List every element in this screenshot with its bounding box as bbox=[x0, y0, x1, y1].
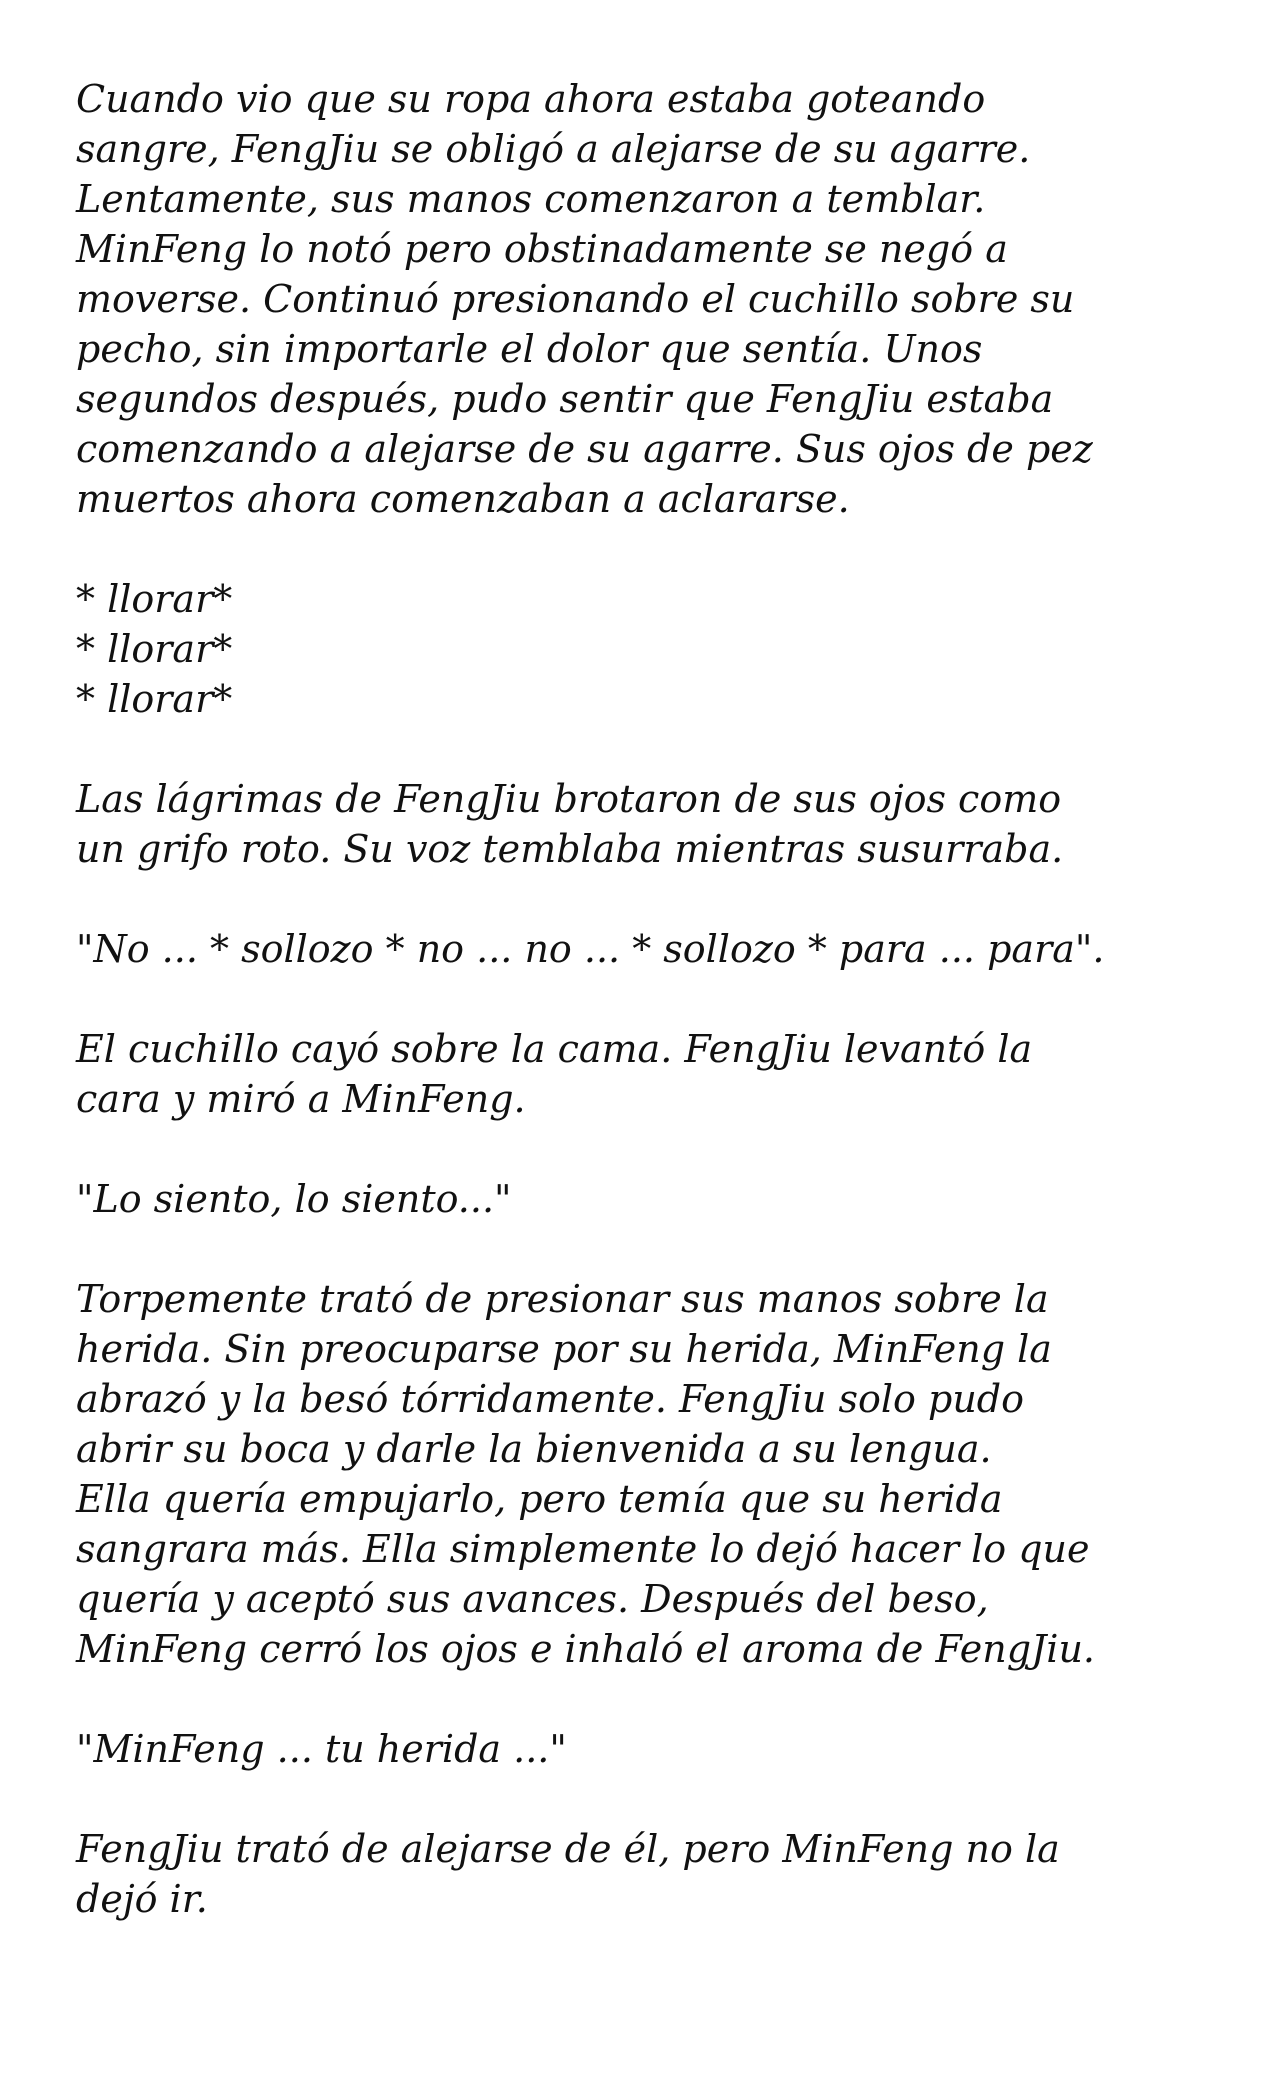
paragraph-5 bbox=[76, 1024, 1216, 1124]
text-line: sangre, FengJiu se obligó a alejarse de su agarre. bbox=[76, 127, 1031, 171]
paragraph-2 bbox=[76, 574, 1216, 724]
text-line: herida. Sin preocuparse por su herida, MinFeng la bbox=[76, 1327, 1052, 1371]
text-line: * llorar* bbox=[76, 627, 233, 671]
text-line: abrazó y la besó tórridamente. FengJiu solo pudo bbox=[76, 1377, 1025, 1421]
text-line: * llorar* bbox=[76, 577, 233, 621]
paragraph-7 bbox=[76, 1274, 1216, 1674]
text-line: un grifo roto. Su voz temblaba mientras susurraba. bbox=[76, 827, 1064, 871]
text-line: cara y miró a MinFeng. bbox=[76, 1077, 526, 1121]
text-line: abrir su boca y darle la bienvenida a su lengua. bbox=[76, 1427, 992, 1471]
text-line: "No ... * sollozo * no ... no ... * sollozo * para ... para". bbox=[76, 927, 1105, 971]
text-line: moverse. Continuó presionando el cuchillo sobre su bbox=[76, 277, 1075, 321]
text-line: El cuchillo cayó sobre la cama. FengJiu levantó la bbox=[76, 1027, 1033, 1071]
text-line: Ella quería empujarlo, pero temía que su herida bbox=[76, 1477, 1003, 1521]
text-line: Lentamente, sus manos comenzaron a temblar. bbox=[76, 177, 986, 221]
text-line: dejó ir. bbox=[76, 1877, 208, 1921]
text-line: "Lo siento, lo siento..." bbox=[76, 1177, 512, 1221]
paragraph-4 bbox=[76, 924, 1216, 974]
paragraph-3 bbox=[76, 774, 1216, 874]
paragraph-8 bbox=[76, 1724, 1216, 1774]
text-line: segundos después, pudo sentir que FengJiu estaba bbox=[76, 377, 1054, 421]
text-line: sangrara más. Ella simplemente lo dejó hacer lo que bbox=[76, 1527, 1090, 1571]
text-line: MinFeng lo notó pero obstinadamente se negó a bbox=[76, 227, 1008, 271]
text-line: MinFeng cerró los ojos e inhaló el aroma de FengJiu. bbox=[76, 1627, 1096, 1671]
text-line: pecho, sin importarle el dolor que sentía. Unos bbox=[76, 327, 983, 371]
text-line: Las lágrimas de FengJiu brotaron de sus ojos como bbox=[76, 777, 1062, 821]
text-line: comenzando a alejarse de su agarre. Sus ojos de pez bbox=[76, 427, 1093, 471]
paragraph-6 bbox=[76, 1174, 1216, 1224]
text-line: "MinFeng ... tu herida ..." bbox=[76, 1727, 567, 1771]
paragraph-9 bbox=[76, 1824, 1216, 1924]
text-line: quería y aceptó sus avances. Después del beso, bbox=[76, 1577, 989, 1621]
text-line: Torpemente trató de presionar sus manos sobre la bbox=[76, 1277, 1049, 1321]
text-line: FengJiu trató de alejarse de él, pero MinFeng no la bbox=[76, 1827, 1060, 1871]
document-page bbox=[76, 74, 1216, 1974]
text-line: Cuando vio que su ropa ahora estaba goteando bbox=[76, 77, 986, 121]
text-line: * llorar* bbox=[76, 677, 233, 721]
text-line: muertos ahora comenzaban a aclararse. bbox=[76, 477, 850, 521]
paragraph-1 bbox=[76, 74, 1216, 524]
